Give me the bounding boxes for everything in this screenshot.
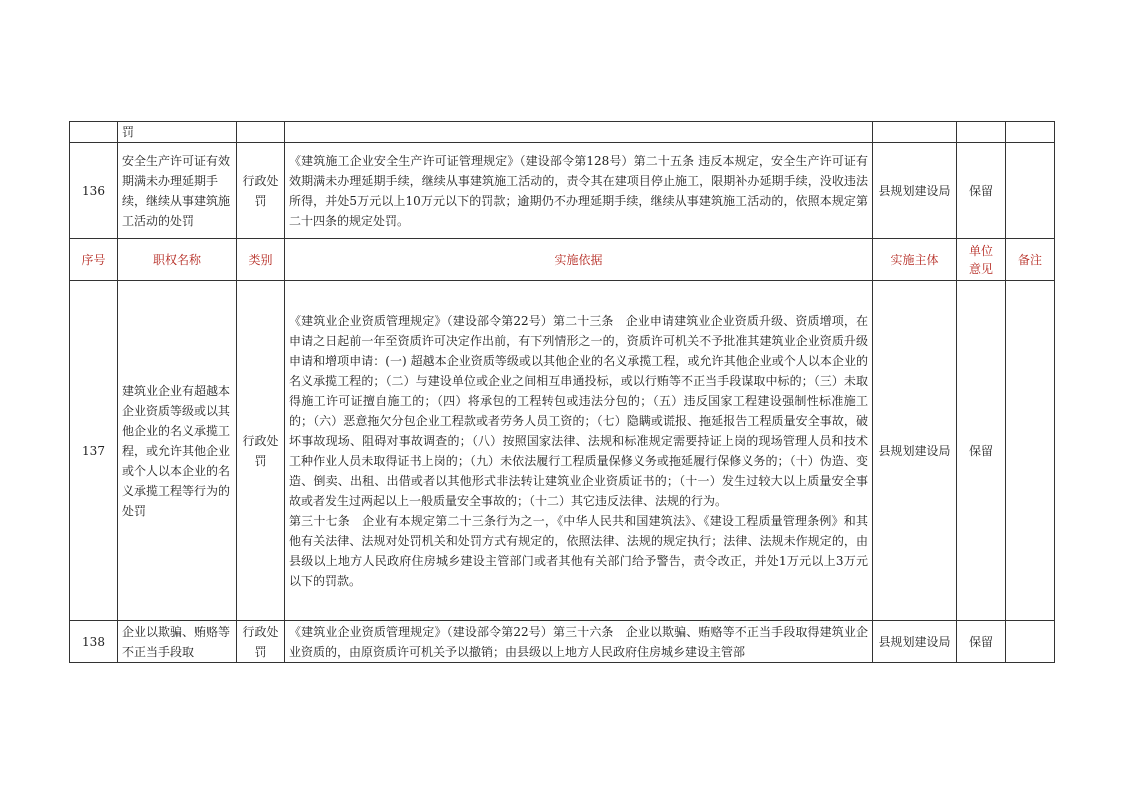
remarks <box>1006 122 1055 143</box>
header-subject: 实施主体 <box>873 239 957 281</box>
authority-category: 行政处罚 <box>237 621 285 663</box>
unit-opinion: 保留 <box>957 143 1006 239</box>
header-category: 类别 <box>237 239 285 281</box>
implementing-body: 县规划建设局 <box>873 621 957 663</box>
remarks <box>1006 281 1055 621</box>
unit-opinion <box>957 122 1006 143</box>
authority-category: 行政处罚 <box>237 281 285 621</box>
table-row <box>70 621 1055 663</box>
header-number: 序号 <box>70 239 118 281</box>
table-header-row <box>70 239 1055 281</box>
table-row <box>70 122 1055 143</box>
row-number: 138 <box>70 621 118 663</box>
row-number: 137 <box>70 281 118 621</box>
header-note: 备注 <box>1006 239 1055 281</box>
authority-name: 罚 <box>118 122 237 143</box>
header-name: 职权名称 <box>118 239 237 281</box>
header-basis: 实施依据 <box>285 239 873 281</box>
legal-basis: 《建筑业企业资质管理规定》（建设部令第22号）第二十三条 企业申请建筑业企业资质升级、资质增项，在申请之日起前一年至资质许可决定作出前，有下列情形之一的，资质许可机关不予批准其建筑业企业资质升级申请和增项申请：(一) 超越本企业资质等级或以其他企业的名义承揽工程，或允许其他企业或个人以本企业的名义承揽工程的；（二）与建设单位或企业之间相互串通投标，或以行贿等不正当手段谋取中标的；（三）未取得施工许可证擅自施工的；（四）将承包的工程转包或违法分包的；（五）违反国家工程建设强制性标准施工的；（六）恶意拖欠分包企业工程款或者劳务人员工资的；（七）隐瞒或谎报、拖延报告工程质量安全事故，破坏事故现场、阻碍对事故调查的；（八）按照国家法律、法规和标准规定需要持证上岗的现场管理人员和技术工种作业人员未取得证书上岗的；（九）未依法履行工程质量保修义务或拖延履行保修义务的；（十）伪造、变造、倒卖、出租、出借或者以其他形式非法转让建筑业企业资质证书的；（十一）发生过较大以上质量安全事故或者发生过两起以上一般质量安全事故的；（十二）其它违反法律、法规的行为。 第三十七条 企业有本规定第二十三条行为之一，《中华人民共和国建筑法》、《建设工程质量管理条例》和其他有关法律、法规对处罚机关和处罚方式有规定的，依照法律、法规的规定执行；法律、法规未作规定的，由县级以上地方人民政府住房城乡建设主管部门或者其他有关部门给予警告，责令改正，并处1万元以上3万元以下的罚款。 <box>285 281 873 621</box>
implementing-body: 县规划建设局 <box>873 143 957 239</box>
legal-basis: 《建筑施工企业安全生产许可证管理规定》（建设部令第128号）第二十五条 违反本规定，安全生产许可证有效期满未办理延期手续，继续从事建筑施工活动的，责令其在建项目停止施工，限期补办延期手续，没收违法所得，并处5万元以上10万元以下的罚款；逾期仍不办理延期手续，继续从事建筑施工活动的，依照本规定第二十四条的规定处罚。 <box>285 143 873 239</box>
unit-opinion: 保留 <box>957 621 1006 663</box>
remarks <box>1006 143 1055 239</box>
row-number: 136 <box>70 143 118 239</box>
authority-category: 行政处罚 <box>237 143 285 239</box>
authority-name: 建筑业企业有超越本企业资质等级或以其他企业的名义承揽工程，或允许其他企业或个人以本企业的名义承揽工程等行为的处罚 <box>118 281 237 621</box>
implementing-body <box>873 122 957 143</box>
implementing-body: 县规划建设局 <box>873 281 957 621</box>
authority-name: 企业以欺骗、贿赂等不正当手段取 <box>118 621 237 663</box>
remarks <box>1006 621 1055 663</box>
authority-table <box>69 121 1055 663</box>
legal-basis: 《建筑业企业资质管理规定》（建设部令第22号）第三十六条 企业以欺骗、贿赂等不正当手段取得建筑业企业资质的，由原资质许可机关予以撤销；由县级以上地方人民政府住房城乡建设主管部 <box>285 621 873 663</box>
row-number <box>70 122 118 143</box>
authority-category <box>237 122 285 143</box>
table-row <box>70 143 1055 239</box>
legal-basis <box>285 122 873 143</box>
header-opinion: 单位 意见 <box>957 239 1006 281</box>
unit-opinion: 保留 <box>957 281 1006 621</box>
table-row <box>70 281 1055 621</box>
authority-name: 安全生产许可证有效期满未办理延期手续，继续从事建筑施工活动的处罚 <box>118 143 237 239</box>
